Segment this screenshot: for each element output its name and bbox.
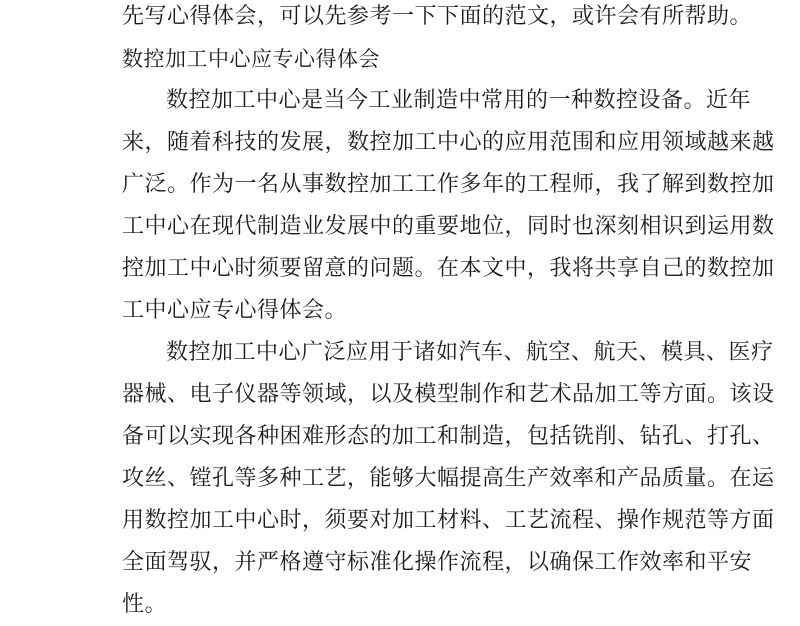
paragraph-line: 数控加工中心广泛应用于诸如汽车、航空、航天、模具、医疗: [166, 340, 774, 365]
paragraph-line: 攻丝、镗孔等多种工艺，能够大幅提高生产效率和产品质量。在运: [122, 466, 775, 491]
paragraph-line: 用数控加工中心时，须要对加工材料、工艺流程、操作规范等方面: [122, 508, 775, 533]
intro-line: 先写心得体会，可以先参考一下下面的范文，或许会有所帮助。: [122, 4, 753, 29]
paragraph-2: [122, 332, 775, 626]
paragraph-line: 来，随着科技的发展，数控加工中心的应用范围和应用领域越来越: [122, 130, 775, 155]
paragraph-1: [122, 80, 775, 332]
paragraph-line: 工中心在现代制造业发展中的重要地位，同时也深刻相识到运用数: [122, 214, 775, 239]
document-title: 数控加工中心应专心得体会: [122, 47, 380, 71]
paragraph-line: 广泛。作为一名从事数控加工工作多年的工程师，我了解到数控加: [122, 172, 775, 197]
paragraph-line: 器械、电子仪器等领域，以及模型制作和艺术品加工等方面。该设: [122, 382, 775, 407]
paragraph-line: 性。: [122, 592, 168, 617]
paragraph-line: 备可以实现各种困难形态的加工和制造，包括铣削、钻孔、打孔、: [122, 424, 775, 449]
paragraph-line: 控加工中心时须要留意的问题。在本文中，我将共享自己的数控加: [122, 256, 775, 281]
paragraph-line: 工中心应专心得体会。: [122, 298, 348, 323]
paragraph-line: 全面驾驭，并严格遵守标准化操作流程，以确保工作效率和平安: [122, 550, 753, 575]
paragraph-line: 数控加工中心是当今工业制造中常用的一种数控设备。近年: [166, 88, 752, 113]
document-body: [122, 0, 775, 626]
